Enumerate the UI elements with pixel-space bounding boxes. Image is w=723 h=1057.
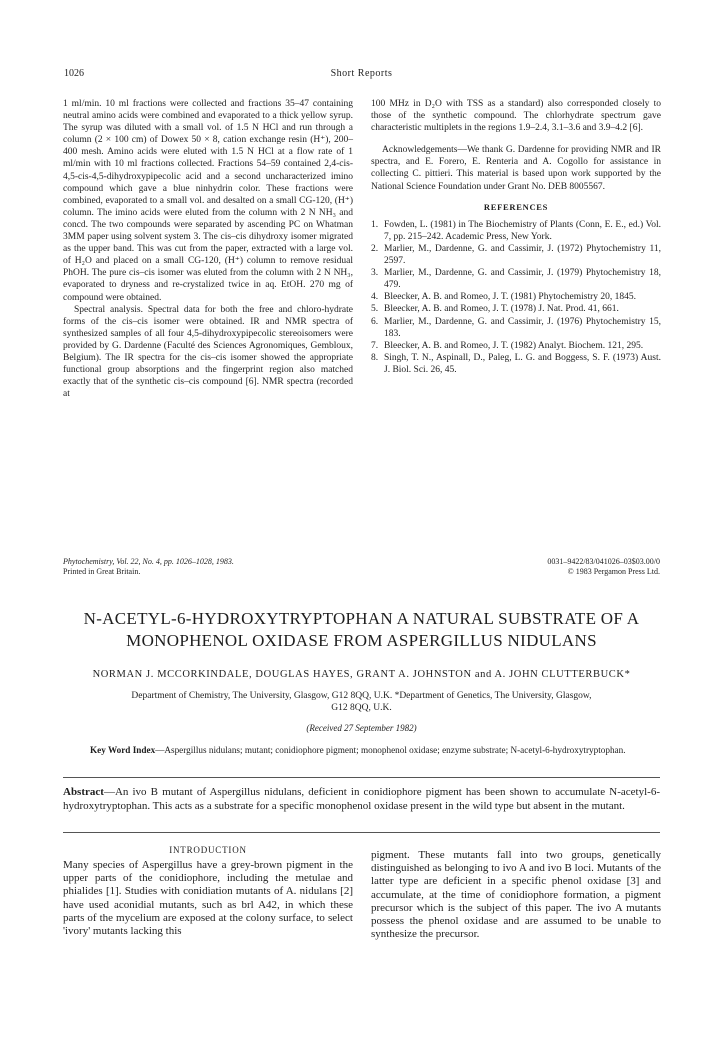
printed-in: Printed in Great Britain. <box>63 567 141 576</box>
paragraph: Many species of Aspergillus have a grey-brown pigment in the upper parts of the conidiophore, including the metulae and phialides [1]. Studies with conidiation mutants of A. nidulans [2] have used aconidial mutants, such as brl A42, in which these parts of the mycelium are exposed at the colony surface, to select 'ivory' mutants lacking this <box>63 859 353 938</box>
key-word-label: Key Word Index <box>90 745 156 755</box>
abstract <box>63 786 660 813</box>
references-heading: REFERENCES <box>483 201 549 212</box>
reference-item: 5. Bleecker, A. B. and Romeo, J. T. (1978) J. Nat. Prod. 41, 661. <box>371 304 619 315</box>
reference-item: 3. Marlier, M., Dardenne, G. and Cassimir, J. (1979) Phytochemistry 18, 479. <box>371 268 661 291</box>
received-date: (Received 27 September 1982) <box>306 723 417 733</box>
paragraph: pigment. These mutants fall into two groups, genetically distinguished as belonging to ivo A and ivo B loci. Mutants of the latter type are deficient in a specific phenol oxidase [3] and accumulate, at the time of conidiophore formation, a pigment precursor which is the subject of this paper. The ivo A mutants possess the phenol oxidase and are assumed to be unable to synthesize the precursor. <box>371 849 661 941</box>
intro-left-column <box>63 859 353 938</box>
paragraph: 100 MHz in D₂O with TSS as a standard) also corresponded closely to those of the synthetic compound. The chlorhydrate spectrum gave characteristic multiplets in the regions 1.9–2.4, 3.1–3.6 and 3.9–4.2 [6]. <box>371 99 661 134</box>
affiliation-line: G12 8QQ, U.K. <box>331 703 392 713</box>
issn-line: 0031–9422/83/041026–03$03.00/0 <box>547 557 660 566</box>
reference-item: 6. Marlier, M., Dardenne, G. and Cassimir, J. (1976) Phytochemistry 15, 183. <box>371 316 661 339</box>
paragraph: 1 ml/min. 10 ml fractions were collected and fractions 35–47 containing neutral amino acids were combined and evaporated to a thick yellow syrup. The syrup was diluted with a small vol. of 1.5 N HCl and run through a column (2 × 100 cm) of Dowex 50 × 8, cation exchange resin (H⁺), 200–400 mesh. Amino acids were eluted with 1.5 N HCl at a flow rate of 1 ml/min with 10 ml fractions collected. Fractions 54–59 contained 2,4-cis-4,5-cis-4,5-dihydroxypipecolic acid and a second uncharacterized imino compound which gave a blue ninhydrin color. These fractions were combined, evaporated to a small vol. and desalted on a small CG-120, (H⁺) column. The imino acids were eluted from the column with 2 N NH₃ and concd. The two compounds were separated by ascending PC on Whatman 3MM paper using solvent system 3. The cis–cis dihydroxy isomer migrated as the upper band. This was cut from the paper, extracted with a large vol. of H₂O and placed on a small CG-120, (H⁺) column to remove residual PhOH. The pure cis–cis isomer was eluted from the column with 2 N NH₃, evaporated to dryness and re-crystalized twice in aq. EtOH. 270 mg of compound were obtained. <box>63 99 353 303</box>
reference-item: 8. Singh, T. N., Aspinall, D., Paleg, L. G. and Boggess, S. F. (1973) Aust. J. Biol. Sci. 26, 45. <box>371 352 661 375</box>
paragraph: Spectral analysis. Spectral data for both the free and chloro-hydrate forms of the cis–cis isomer were obtained. IR and NMR spectra of synthesized samples of all four 4,5-dihydroxypipecolic stereoisomers were provided by G. Dardenne (Faculté des Sciences Agronomiques, Gembloux, Belgium). The IR spectra for the cis–cis isomer showed the appropriate functional group absorptions and the fingerprint region also matched exactly that of the synthetic cis–cis compound [6]. NMR spectra (recorded at <box>63 304 353 400</box>
reference-item: 1. Fowden, L. (1981) in The Biochemistry of Plants (Conn, E. E., ed.) Vol. 7, pp. 215–242. Academic Press, New York. <box>371 219 661 242</box>
prev-article-right-column <box>371 98 661 376</box>
prev-article-left-column <box>63 98 353 400</box>
article-title-line: N-ACETYL-6-HYDROXYTRYPTOPHAN A NATURAL SUBSTRATE OF A <box>83 609 640 628</box>
page-number: 1026 <box>64 68 84 79</box>
abstract-text: —An ivo B mutant of Aspergillus nidulans, deficient in conidiophore pigment has been shown to accumulate N-acetyl-6-hydroxytryptophan. This acts as a substrate for a specific monophenol oxidase present in the wild type but absent in the mutant. <box>63 786 660 812</box>
journal-copyright <box>547 557 660 577</box>
intro-right-column <box>371 849 661 941</box>
reference-item: 2. Marlier, M., Dardenne, G. and Cassimir, J. (1972) Phytochemistry 11, 2597. <box>371 243 661 267</box>
affiliation-line: Department of Chemistry, The University, Glasgow, G12 8QQ, U.K. *Department of Genetics, The University, Glasgow, <box>131 691 592 701</box>
divider <box>63 832 660 833</box>
journal-citation-line: Phytochemistry, Vol. 22, No. 4, pp. 1026–1028, 1983. <box>63 557 234 566</box>
key-word-text: —Aspergillus nidulans; mutant; conidiophore pigment; monophenol oxidase; enzyme substrate; N-acetyl-6-hydroxytryptophan. <box>155 745 626 755</box>
references-list <box>371 219 661 376</box>
authors: NORMAN J. MCCORKINDALE, DOUGLAS HAYES, GRANT A. JOHNSTON and A. JOHN CLUTTERBUCK* <box>92 669 631 680</box>
reference-item: 7. Bleecker, A. B. and Romeo, J. T. (1982) Analyt. Biochem. 121, 295. <box>371 340 644 351</box>
article-title <box>40 608 683 652</box>
abstract-label: Abstract <box>63 786 104 798</box>
journal-citation <box>63 557 234 577</box>
article-title-line: MONOPHENOL OXIDASE FROM ASPERGILLUS NIDULANS <box>126 631 597 650</box>
affiliation <box>40 690 683 714</box>
copyright-line: © 1983 Pergamon Press Ltd. <box>567 567 660 576</box>
acknowledgements: Acknowledgements—We thank G. Dardenne for providing NMR and IR spectra, and E. Forero, E. Renteria and A. Cogollo for assistance in collecting C. pittieri. This material is based upon work supported by the National Science Foundation under Grant No. DEB 8005567. <box>371 145 661 192</box>
running-title: Short Reports <box>330 68 393 79</box>
introduction-heading: INTRODUCTION <box>169 845 247 855</box>
key-word-index <box>90 744 650 756</box>
divider <box>63 777 660 778</box>
reference-item: 4. Bleecker, A. B. and Romeo, J. T. (1981) Phytochemistry 20, 1845. <box>371 292 637 303</box>
